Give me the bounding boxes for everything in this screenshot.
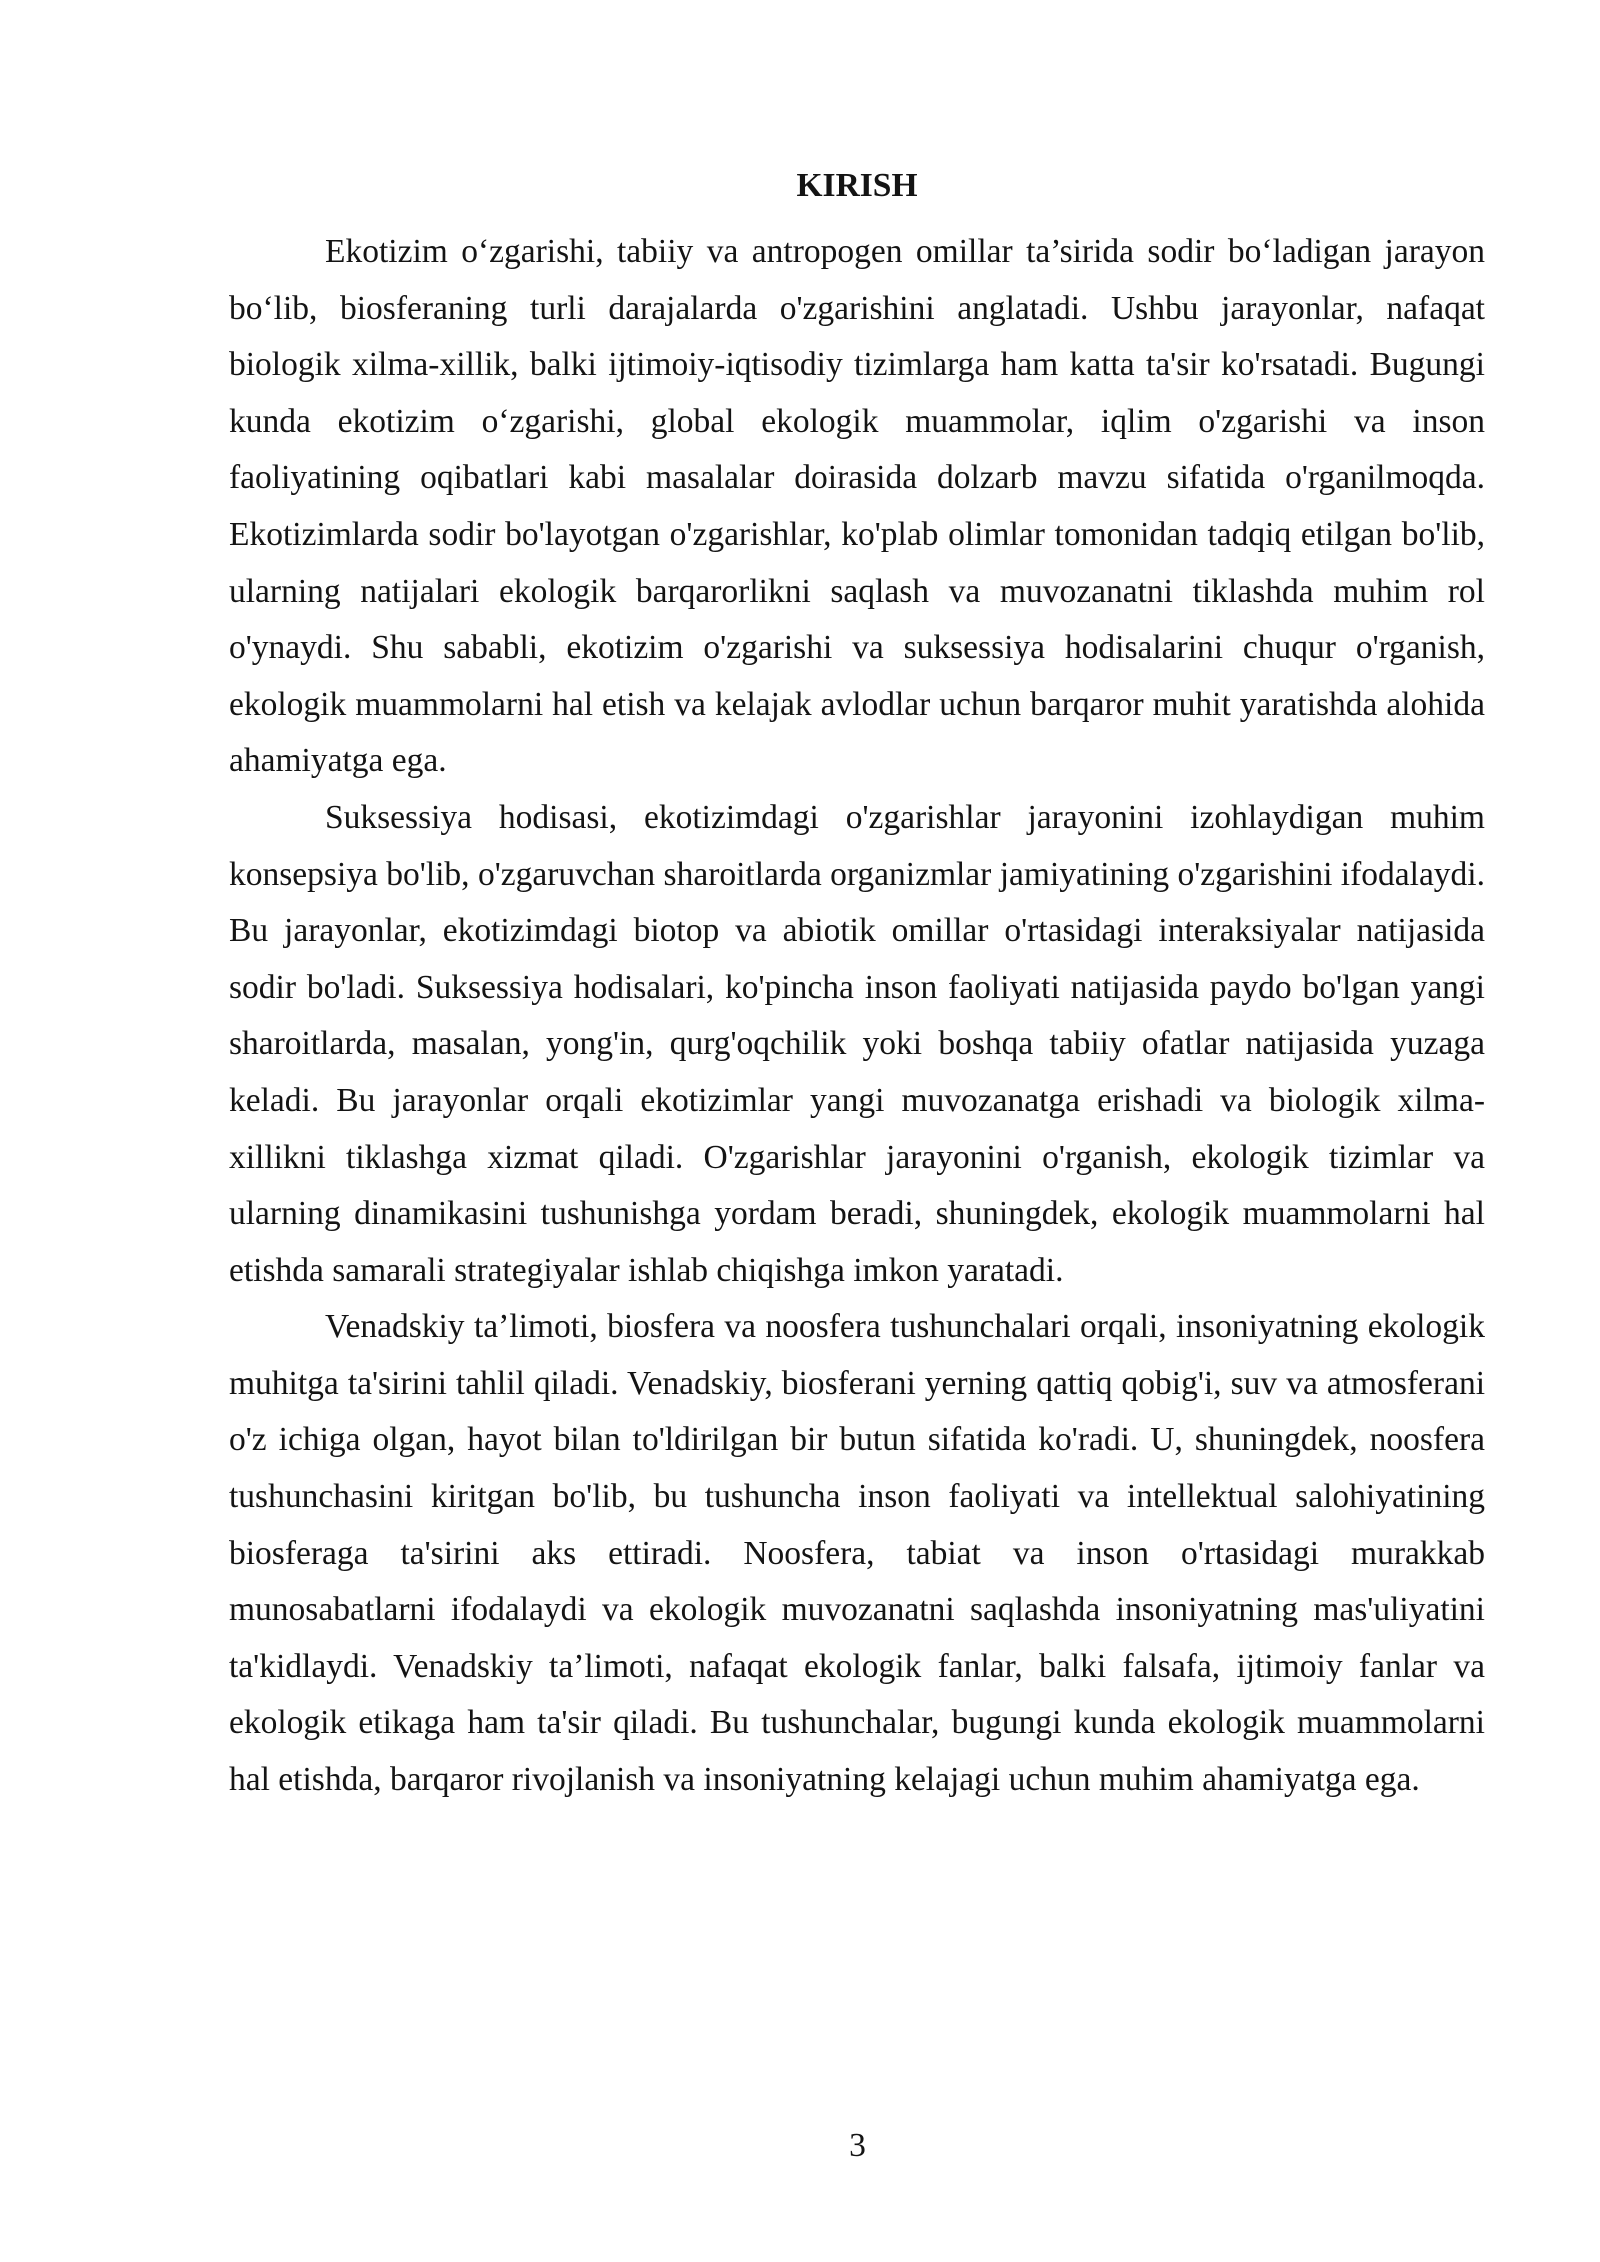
section-title: KIRISH	[796, 167, 918, 204]
paragraph-ecosystem-change: Ekotizim o‘zgarishi, tabiiy va antropogen omillar ta’sirida sodir bo‘ladigan jarayon bo‘lib, biosferaning turli darajalarda o'zgarishini anglatadi. Ushbu jarayonlar, nafaqat biologik xilma-xillik, balki ijtimoiy-iqtisodiy tizimlarga ham katta ta'sir ko'rsatadi. Bugungi kunda ekotizim o‘zgarishi, global ekologik muammolar, iqlim o'zgarishi va inson faoliyatining oqibatlari kabi masalalar doirasida dolzarb mavzu sifatida o'rganilmoqda. Ekotizimlarda sodir bo'layotgan o'zgarishlar, ko'plab olimlar tomonidan tadqiq etilgan bo'lib, ularning natijalari ekologik barqarorlikni saqlash va muvozanatni tiklashda muhim rol o'ynaydi. Shu sababli, ekotizim o'zgarishi va suksessiya hodisalarini chuqur o'rganish, ekologik muammolarni hal etish va kelajak avlodlar uchun barqaror muhit yaratishda alohida ahamiyatga ega.	[229, 233, 1485, 780]
paragraph-succession: Suksessiya hodisasi, ekotizimdagi o'zgarishlar jarayonini izohlaydigan muhim konsepsiya bo'lib, o'zgaruvchan sharoitlarda organizmlar jamiyatining o'zgarishini ifodalaydi. Bu jarayonlar, ekotizimdagi biotop va abiotik omillar o'rtasidagi interaksiyalar natijasida sodir bo'ladi. Suksessiya hodisalari, ko'pincha inson faoliyati natijasida paydo bo'lgan yangi sharoitlarda, masalan, yong'in, qurg'oqchilik yoki boshqa tabiiy ofatlar natijasida yuzaga keladi. Bu jarayonlar orqali ekotizimlar yangi muvozanatga erishadi va biologik xilma-xillikni tiklashga xizmat qiladi. O'zgarishlar jarayonini o'rganish, ekologik tizimlar va ularning dinamikasini tushunishga yordam beradi, shuningdek, ekologik muammolarni hal etishda samarali strategiyalar ishlab chiqishga imkon yaratadi.	[229, 798, 1485, 1289]
paragraph-vernadsky: Venadskiy ta’limoti, biosfera va noosfera tushunchalari orqali, insoniyatning ekologik muhitga ta'sirini tahlil qiladi. Venadskiy, biosferani yerning qattiq qobig'i, suv va atmosferani o'z ichiga olgan, hayot bilan to'ldirilgan bir butun sifatida ko'radi. U, shuningdek, noosfera tushunchasini kiritgan bo'lib, bu tushuncha inson faoliyati va intellektual salohiyatining biosferaga ta'sirini aks ettiradi. Noosfera, tabiat va inson o'rtasidagi murakkab munosabatlarni ifodalaydi va ekologik muvozanatni saqlashda insoniyatning mas'uliyatini ta'kidlaydi. Venadskiy ta’limoti, nafaqat ekologik fanlar, balki falsafa, ijtimoiy fanlar va ekologik etikaga ham ta'sir qiladi. Bu tushunchalar, bugungi kunda ekologik muammolarni hal etishda, barqaror rivojlanish va insoniyatning kelajagi uchun muhim ahamiyatga ega.	[229, 1308, 1485, 1799]
page-number: 3	[849, 2127, 866, 2164]
page-content	[229, 164, 1485, 1809]
